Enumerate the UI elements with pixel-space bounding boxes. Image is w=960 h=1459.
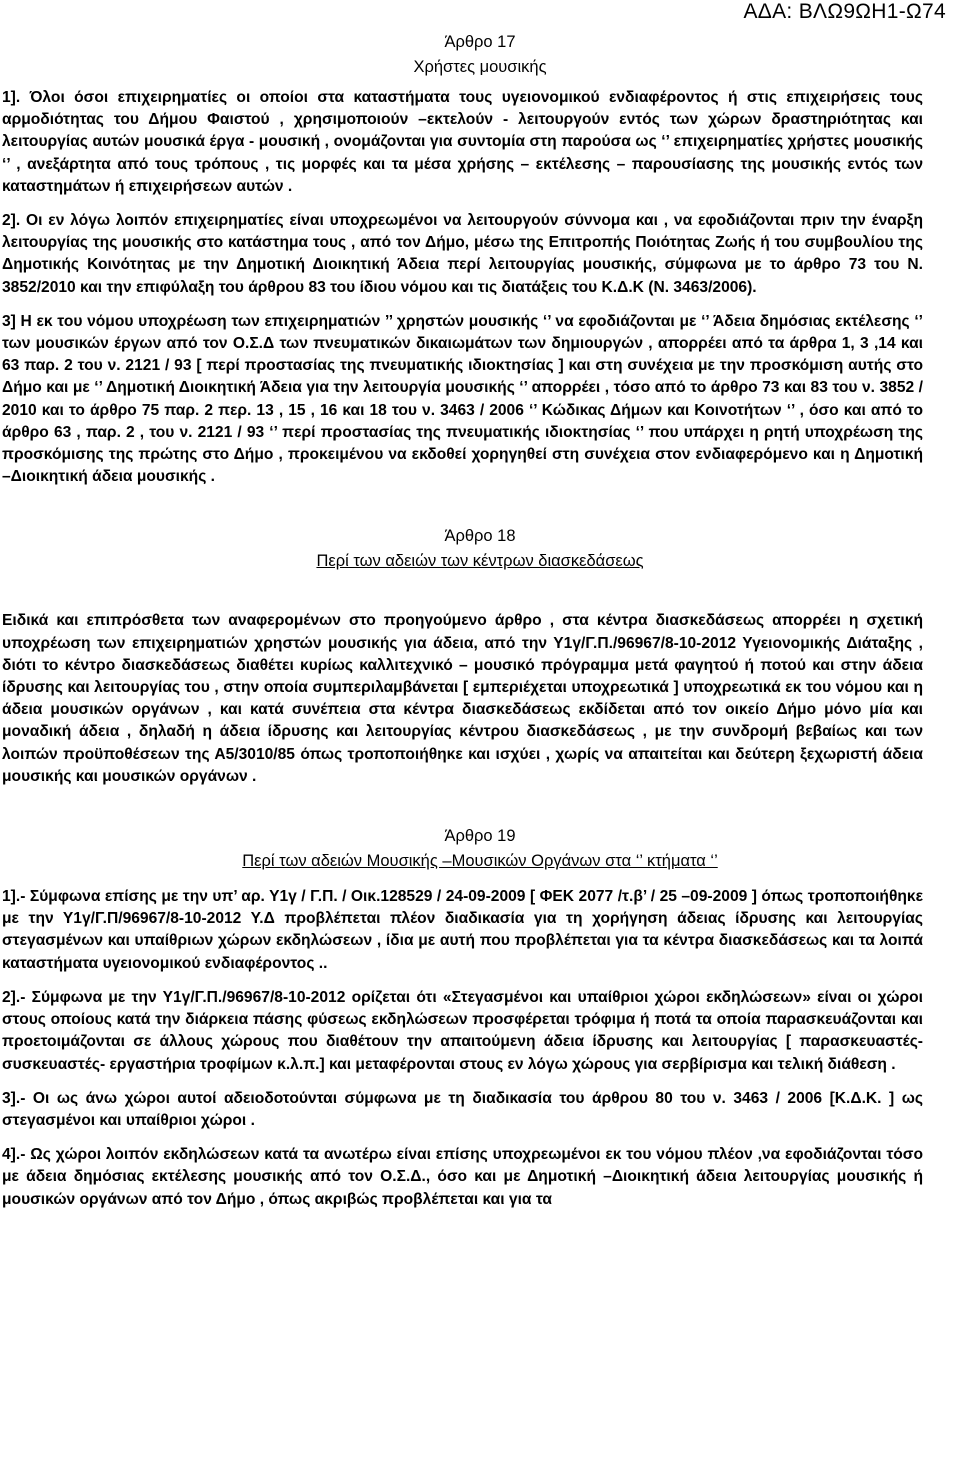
article-19-paragraph-3: 3].- Οι ως άνω χώροι αυτοί αδειοδοτούνται σύμφωνα με τη διαδικασία του άρθρου 80 του ν. 3463 / 2006 [Κ.Δ.Κ. ] ως στεγασμένοι και υπαίθριοι χώροι . bbox=[2, 1089, 923, 1129]
article-19-paragraph-4: 4].- Ως χώροι λοιπόν εκδηλώσεων κατά τα ανωτέρω είναι επίσης υποχρεωμένοι εκ του νόμου πλέον ,να εφοδιάζονται τόσο με άδεια δημόσιας εκτέλεσης μουσικής από τον Ο.Σ.Δ., όσο και με Δημοτική –Διοικητική άδεια λειτουργίας μουσικής ή μουσικών οργάνων από τον Δήμο , όπως ακριβώς προβλέπεται και για τα bbox=[2, 1146, 923, 1208]
article-19-title: Άρθρο 19 bbox=[444, 827, 516, 846]
article-19-paragraph-2: 2].- Σύμφωνα με την Υ1γ/Γ.Π./96967/8-10-2012 ορίζεται ότι «Στεγασμένοι και υπαίθριοι χώροι εκδηλώσεων» είναι οι χώροι στους οποίους κατά την διάρκεια πάσης φύσεως εκδηλώσεων προσφέρεται τρόφιμα ή ποτά τα οποία παρασκευάζονται και προετοιμάζονται σε άλλους χώρους που διαθέτουν την απαιτούμενη άδεια ίδρυσης και λειτουργίας [ παρασκευαστές-συσκευαστές- εργαστήρια τροφίμων κ.λ.π.] και μεταφέρονται στους εν λόγω χώρους για σερβίρισμα και τελική διάθεση . bbox=[2, 988, 923, 1073]
article-18-heading bbox=[0, 524, 960, 574]
article-18-paragraph-1: Ειδικά και επιπρόσθετα των αναφερομένων στο προηγούμενο άρθρο , στα κέντρα διασκεδάσεως απορρέει η σχετική υποχρέωση των επιχειρηματιών χρηστών μουσικής για άδεια, από την Υ1γ/Γ.Π./96967/8-10-2012 Υγειονομικής Διάταξης , διότι το κέντρο διασκεδάσεως διαθέτει κυρίως καλλιτεχνικό – μουσικό πρόγραμμα μετά φαγητού ή ποτού και στην άδεια ίδρυσης και λειτουργίας του , στην οποία συμπεριλαμβάνεται [ εμπεριέχεται υποχρεωτικά ] υποχρεωτικά εκ του νόμου και η άδεια μουσικών οργάνων , και κατά συνέπεια στα κέντρα διασκεδάσεως εκδίδεται από τον οικείο Δήμο μόνο μία και μοναδική άδεια , δηλαδή η άδεια ίδρυσης και λειτουργίας κέντρου διασκεδάσεως , με την συνδρομή βεβαίως και των λοιπών προϋποθέσεων της Α5/3010/85 όπως τροποποιήθηκε και ισχύει , χωρίς να απαιτείται και δεύτερη ξεχωριστή άδεια μουσικής και μουσικών οργάνων . bbox=[2, 612, 923, 785]
document-page bbox=[0, 30, 960, 1211]
article-18-subtitle: Περί των αδειών των κέντρων διασκεδάσεως bbox=[316, 552, 644, 571]
article-17-heading bbox=[0, 30, 960, 80]
article-18-title: Άρθρο 18 bbox=[444, 527, 516, 546]
article-17-title: Άρθρο 17 bbox=[444, 33, 516, 51]
ada-code: ΑΔΑ: ΒΛΩ9ΩΗ1-Ω74 bbox=[743, 0, 946, 23]
article-17-paragraph-1: 1]. Όλοι όσοι επιχειρηματίες οι οποίοι στα καταστήματα τους υγειονομικού ενδιαφέροντος ή στις επιχειρήσεις τους αρμοδιότητας του Δήμου Φαιστού , χρησιμοποιούν –εκτελούν - λειτουργούν εντός των χώρων δραστηριότητας και λειτουργίας αυτών μουσικά έργα - μουσική , ονομάζονται για συντομία στη παρούσα ως ‘’ επιχειρηματίες χρήστες μουσικής ‘’ , ανεξάρτητα από τους τρόπους , τις μορφές και τα μέσα χρήσης – εκτέλεσης – παρουσίασης της μουσικής εντός των καταστημάτων ή επιχειρήσεων αυτών . bbox=[2, 89, 923, 195]
article-19-paragraph-1: 1].- Σύμφωνα επίσης με την υπ’ αρ. Υ1γ / Γ.Π. / Οικ.128529 / 24-09-2009 [ ΦΕΚ 2077 /τ.β’ / 25 –09-2009 ] όπως τροποποιήθηκε με την Υ1γ/Γ.Π/96967/8-10-2012 Υ.Δ προβλέπεται πλέον διαδικασία για τη χορήγηση άδειας ίδρυσης και λειτουργίας στεγασμένων και υπαίθριων χώρων εκδηλώσεων , ίδια με αυτή που προβλέπεται για τα κέντρα διασκεδάσεως και τα λοιπά καταστήματα υγειονομικού ενδιαφέροντος .. bbox=[2, 888, 923, 972]
article-17-paragraph-2: 2]. Οι εν λόγω λοιπόν επιχειρηματίες είναι υποχρεωμένοι να λειτουργούν σύννομα και , να εφοδιάζονται πριν την έναρξη λειτουργίας της μουσικής στο κατάστημα τους , από τον Δήμο, μέσω της Επιτροπής Ποιότητας Ζωής ή του συμβουλίου της Δημοτικής Κοινότητας με την Δημοτική Διοικητική Άδεια περί λειτουργίας μουσικής, σύμφωνα με το άρθρο 73 του Ν. 3852/2010 και την επιφύλαξη του άρθρου 83 του ίδιου νόμου και τις διατάξεις του Κ.Δ.Κ (Ν. 3463/2006). bbox=[2, 212, 923, 296]
article-19-heading bbox=[0, 824, 960, 874]
article-17-subtitle: Χρήστες μουσικής bbox=[413, 58, 547, 76]
article-19-subtitle: Περί των αδειών Μουσικής –Μουσικών Οργάνων στα ‘’ κτήματα ‘’ bbox=[242, 852, 718, 871]
article-17-paragraph-3: 3] Η εκ του νόμου υποχρέωση των επιχειρηματιών ’’ χρηστών μουσικής ‘’ να εφοδιάζονται με ‘’ Άδεια δημόσιας εκτέλεσης ‘’ των μουσικών έργων από τον Ο.Σ.Δ των πνευματικών δικαιωμάτων των δημιουργών , απορρέει από τα άρθρα 1, 3 ,14 και 63 παρ. 2 του ν. 2121 / 93 [ περί προστασίας της πνευματικής ιδιοκτησίας ] και στη συνέχεια με την προσκόμιση αυτής στο Δήμο και με ‘’ Δημοτική Διοικητική Άδεια για την λειτουργία μουσικής ‘’ απορρέει , τόσο από το άρθρο 73 και 83 του ν. 3852 / 2010 και το άρθρο 75 παρ. 2 περ. 13 , 15 , 16 και 18 του ν. 3463 / 2006 ‘’ Κώδικας Δήμων και Κοινοτήτων ‘’ , όσο και από το άρθρο 63 , παρ. 2 , του ν. 2121 / 93 ‘’ περί προστασίας της πνευματικής ιδιοκτησίας ‘’ που υπάρχει η ρητή υποχρέωση της προσκόμισης της πρώτης στο Δήμο , προκειμένου να εκδοθεί χορηγηθεί στη συνέχεια στον ενδιαφερόμενο και η Δημοτική –Διοικητική άδεια μουσικής . bbox=[2, 312, 923, 486]
